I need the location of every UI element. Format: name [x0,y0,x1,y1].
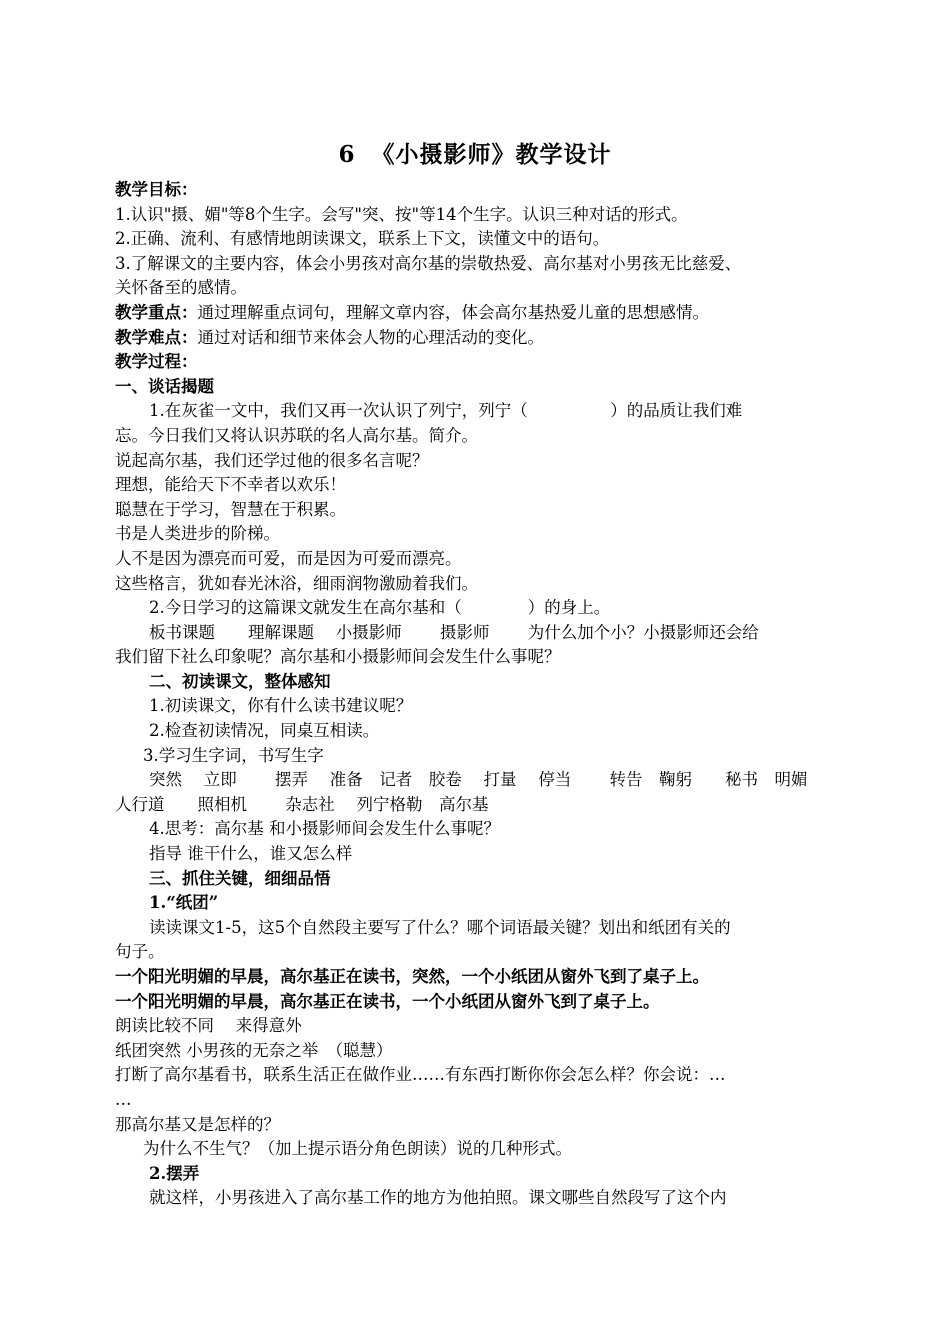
key-point-text: 通过理解重点词句，理解文章内容，体会高尔基热爱儿童的思想感情。 [197,302,709,322]
paragraph: … [115,1089,132,1109]
quote: 书是人类进步的阶梯。 [115,524,280,544]
paragraph: 这些格言，犹如春光沐浴，细雨润物激励着我们。 [115,573,478,593]
goal-1: 1.认识"摄、媚"等8个生字。会写"突、按"等14个生字。认识三种对话的形式。 [115,204,688,224]
paragraph: 打断了高尔基看书，联系生活正在做作业……有东西打断你你会怎么样？你会说：… [115,1065,726,1085]
quote: 人不是因为漂亮而可爱，而是因为可爱而漂亮。 [115,548,462,568]
paragraph: 2.检查初读情况，同桌互相读。 [149,721,380,741]
paragraph: 句子。 [115,942,165,962]
paragraph: 说起高尔基，我们还学过他的很多名言呢？ [115,450,429,470]
quote: 理想，能给天下不幸者以欢乐！ [115,475,346,495]
paragraph: 指导 谁干什么，谁又怎么样 [149,844,353,864]
word-list: 人行道 照相机 杂志社 列宁格勒 高尔基 [115,794,489,814]
difficult-point-label: 教学难点： [115,327,198,347]
paragraph: 那高尔基又是怎样的？ [115,1114,280,1134]
paragraph: 就这样，小男孩进入了高尔基工作的地方为他拍照。课文哪些自然段写了这个内 [149,1188,727,1208]
paragraph: 为什么不生气？（加上提示语分角色朗读）说的几种形式。 [143,1139,572,1159]
paragraph: 我们留下社么印象呢？高尔基和小摄影师间会发生什么事呢？ [115,647,561,667]
section-2-heading: 二、初读课文，整体感知 [149,671,331,691]
goals-heading: 教学目标： [115,180,198,199]
paragraph: 纸团突然 小男孩的无奈之举 （聪慧） [115,1040,393,1060]
paragraph: 忘。今日我们又将认识苏联的名人高尔基。简介。 [115,425,478,445]
bold-sentence: 一个阳光明媚的早晨，高尔基正在读书，突然，一个小纸团从窗外飞到了桌子上。 [115,967,709,986]
document-body [115,178,845,1211]
title-text: 《小摄影师》教学设计 [371,141,612,168]
subsection-heading: 2.摆弄 [149,1163,200,1183]
goal-3-line-1: 3.了解课文的主要内容，体会小男孩对高尔基的崇敬热爱、高尔基对小男孩无比慈爱、 [115,253,742,273]
paragraph: 4.思考：高尔基 和小摄影师间会发生什么事呢？ [149,819,500,839]
bold-sentence: 一个阳光明媚的早晨，高尔基正在读书，一个小纸团从窗外飞到了桌子上。 [115,991,660,1011]
section-1-heading: 一、谈话揭题 [115,376,214,396]
section-3-heading: 三、抓住关键，细细品悟 [149,868,331,888]
word-list: 突然 立即 摆弄 准备 记者 胶卷 打量 停当 转告 鞠躬 秘书 明媚 [149,770,808,790]
paragraph: 朗读比较不同 来得意外 [115,1016,302,1036]
paragraph: 1.在灰雀一文中，我们又再一次认识了列宁，列宁（ ）的品质让我们难 [149,401,743,421]
difficult-point [115,326,845,351]
subsection-heading: 1.“纸团” [149,893,219,913]
paragraph: 板书课题 理解课题 小摄影师 摄影师 为什么加个小？小摄影师还会给 [149,622,759,642]
paragraph: 3.学习生字词，书写生字 [143,745,324,765]
paragraph: 读读课文1-5，这5个自然段主要写了什么？哪个词语最关键？划出和纸团有关的 [149,917,731,937]
document-title [0,136,950,169]
goal-3-line-2: 关怀备至的感情。 [115,278,247,298]
process-heading: 教学过程： [115,352,198,372]
paragraph: 2.今日学习的这篇课文就发生在高尔基和（ ）的身上。 [149,598,611,618]
title-number: 6 [338,141,356,168]
quote: 聪慧在于学习，智慧在于积累。 [115,499,346,519]
goal-2: 2.正确、流利、有感情地朗读课文，联系上下文，读懂文中的语句。 [115,229,610,249]
key-point [115,301,845,326]
difficult-point-text: 通过对话和细节来体会人物的心理活动的变化。 [197,327,544,347]
key-point-label: 教学重点： [115,302,198,322]
paragraph: 1.初读课文，你有什么读书建议呢？ [149,696,413,716]
